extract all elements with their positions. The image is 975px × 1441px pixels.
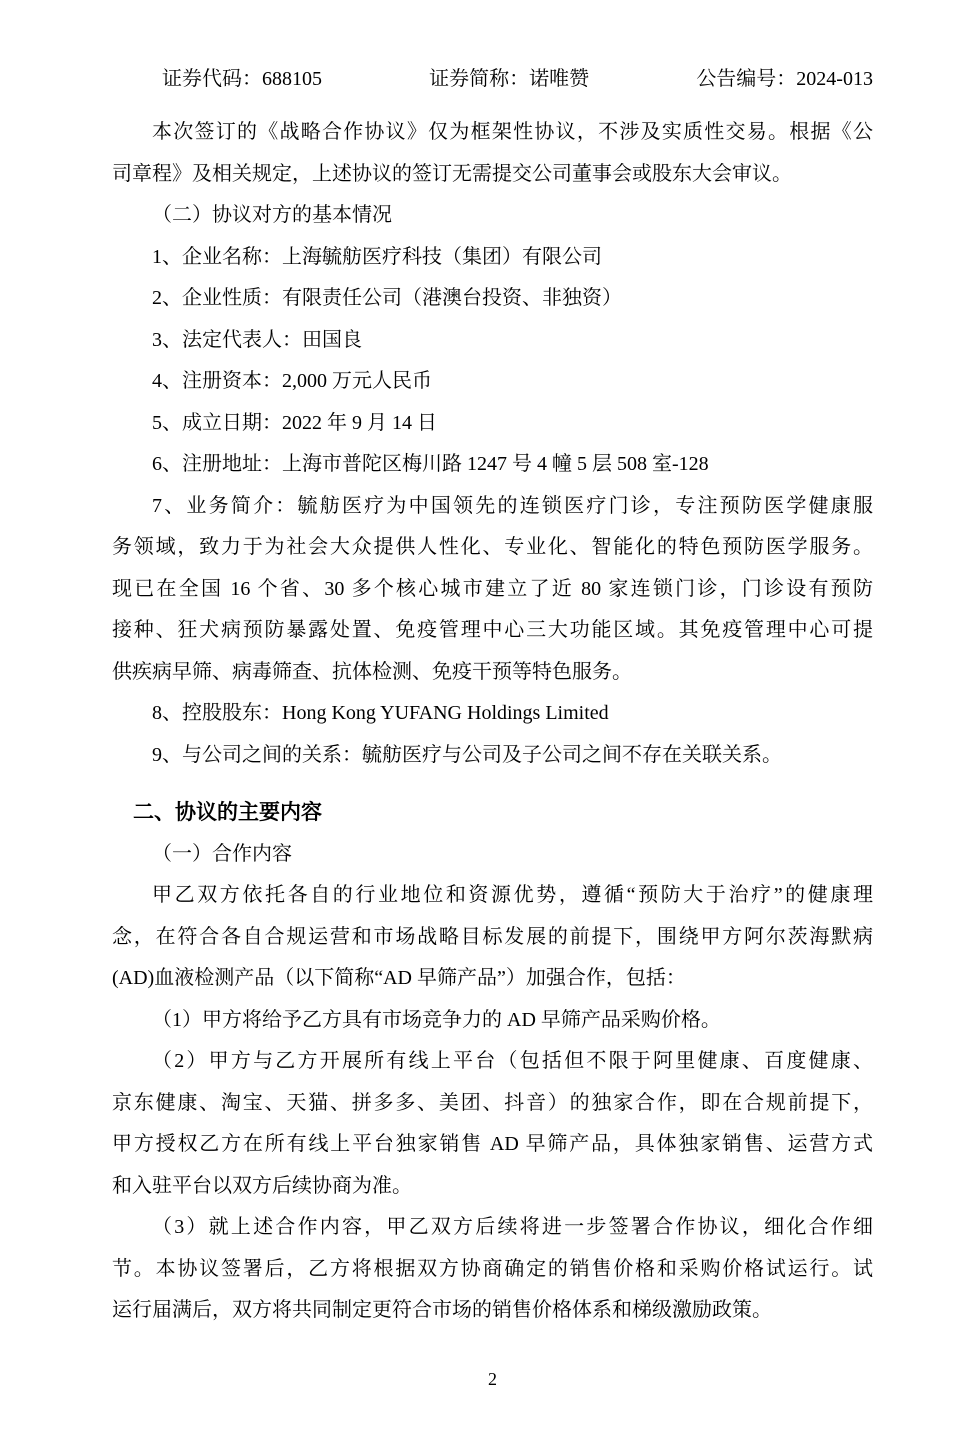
stock-abbr: 证券简称：诺唯赞 [429,68,590,90]
cooperation-item3-line: 节。本协议签署后，乙方将根据双方协商确定的销售价格和采购价格试运行。试 [112,1257,873,1280]
basic-info-item-relationship: 9、与公司之间的关系：毓舫医疗与公司及子公司之间不存在关联关系。 [152,743,782,766]
basic-info-item-registered-capital: 4、注册资本：2,000 万元人民币 [152,370,432,392]
stock-code: 证券代码：688105 [162,68,322,90]
cooperation-item3-line: （3）就上述合作内容，甲乙双方后续将进一步签署合作协议，细化合作细 [152,1216,873,1238]
intro-paragraph-line: 司章程》及相关规定，上述协议的签订无需提交公司董事会或股东大会审议。 [112,162,792,185]
basic-info-item-registered-address: 6、注册地址：上海市普陀区梅川路 1247 号 4 幢 5 层 508 室-128 [152,453,709,475]
basic-info-item-legal-representative: 3、法定代表人：田国良 [152,328,362,351]
basic-info-item-business-intro-line: 7、业务简介：毓舫医疗为中国领先的连锁医疗门诊，专注预防医学健康服 [152,494,873,517]
cooperation-item3-line: 运行届满后，双方将共同制定更符合市场的销售价格体系和梯级激励政策。 [112,1299,772,1321]
cooperation-content-heading: （一）合作内容 [152,842,292,865]
cooperation-item1-line: （1）甲方将给予乙方具有市场竞争力的 AD 早筛产品采购价格。 [152,1008,721,1031]
cooperation-intro-line: 甲乙双方依托各自的行业地位和资源优势，遵循“预防大于治疗”的健康理 [152,884,873,906]
page-number: 2 [488,1369,497,1389]
cooperation-item2-line: 甲方授权乙方在所有线上平台独家销售 AD 早筛产品，具体独家销售、运营方式 [112,1133,873,1155]
section-heading-main-content: 二、协议的主要内容 [133,801,322,824]
basic-info-heading: （二）协议对方的基本情况 [152,204,392,226]
document-header [112,62,873,91]
cooperation-intro-line: (AD)血液检测产品（以下简称“AD 早筛产品”）加强合作，包括： [112,967,686,989]
document-body [112,112,873,1332]
intro-paragraph-line: 本次签订的《战略合作协议》仅为框架性协议，不涉及实质性交易。根据《公 [152,121,873,143]
cooperation-item2-line: 和入驻平台以双方后续协商为准。 [112,1174,412,1197]
cooperation-item2-line: 京东健康、淘宝、天猫、拼多多、美团、抖音）的独家合作，即在合规前提下， [112,1091,873,1114]
basic-info-item-business-intro-line: 接种、狂犬病预防暴露处置、免疫管理中心三大功能区域。其免疫管理中心可提 [112,619,873,641]
basic-info-item-establish-date: 5、成立日期：2022 年 9 月 14 日 [152,411,437,434]
cooperation-item2-line: （2）甲方与乙方开展所有线上平台（包括但不限于阿里健康、百度健康、 [152,1050,873,1072]
page-footer [112,1364,873,1394]
announcement-number: 公告编号：2024-013 [696,68,873,90]
basic-info-item-business-intro-line: 供疾病早筛、病毒筛查、抗体检测、免疫干预等特色服务。 [112,660,632,683]
cooperation-intro-line: 念，在符合各自合规运营和市场战略目标发展的前提下，围绕甲方阿尔茨海默病 [112,925,873,948]
basic-info-item-controlling-shareholder: 8、控股股东：Hong Kong YUFANG Holdings Limited [152,702,609,724]
basic-info-item-business-intro-line: 现已在全国 16 个省、30 多个核心城市建立了近 80 家连锁门诊，门诊设有预防 [112,577,873,600]
basic-info-item-company-name: 1、企业名称：上海毓舫医疗科技（集团）有限公司 [152,245,602,268]
basic-info-item-company-type: 2、企业性质：有限责任公司（港澳台投资、非独资） [152,287,622,309]
basic-info-item-business-intro-line: 务领域，致力于为社会大众提供人性化、专业化、智能化的特色预防医学服务。 [112,536,873,558]
